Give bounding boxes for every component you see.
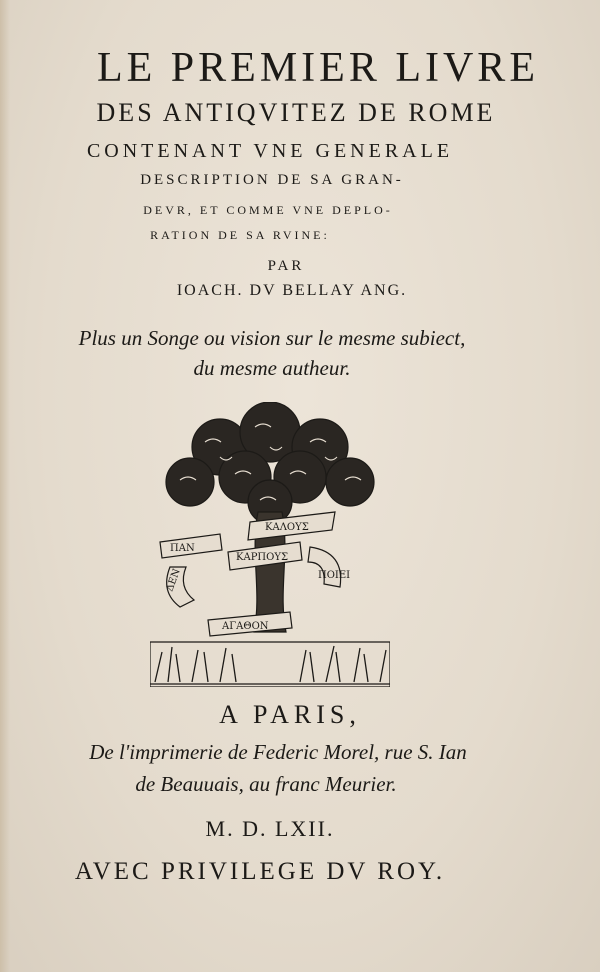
imprint-printer-line-1: De l'imprimerie de Federic Morel, rue S. Ian: [89, 740, 467, 764]
printers-mark-tree-woodcut: [150, 402, 390, 687]
title-line-6: RATION DE SA RVINE:: [150, 228, 330, 242]
mark-label-1: ΚΑΛΟΥΣ: [265, 522, 309, 533]
imprint-year: M. D. LXII.: [205, 816, 335, 841]
subtitle-line-2: du mesme autheur.: [193, 356, 351, 380]
mark-label-4: ΚΑΡΠΟΥΣ: [236, 552, 289, 563]
mark-label-5: ΠΟΙΕΙ: [318, 570, 351, 581]
author-par: PAR: [267, 258, 305, 274]
imprint-printer-line-2: de Beauuais, au franc Meurier.: [135, 772, 397, 796]
title-line-4: DESCRIPTION DE SA GRAN-: [140, 172, 404, 188]
title-line-3: CONTENANT VNE GENERALE: [86, 140, 454, 162]
mark-label-3: ΔΕΝ: [164, 567, 183, 594]
title-line-2: DES ANTIQVITEZ DE ROME: [96, 98, 496, 127]
subtitle-line-1: Plus un Songe ou vision sur le mesme subiect,: [78, 326, 466, 350]
title-line-1: LE PREMIER LIVRE: [97, 45, 539, 91]
imprint-privilege: AVEC PRIVILEGE DV ROY.: [74, 858, 446, 885]
author-name: IOACH. DV BELLAY ANG.: [176, 282, 408, 299]
mark-label-6: ΑΓΑΘΟΝ: [222, 621, 269, 632]
mark-label-2: ΠΑΝ: [170, 543, 195, 554]
title-line-5: DEVR, ET COMME VNE DEPLO-: [143, 203, 393, 217]
imprint-city: A PARIS,: [219, 700, 361, 729]
